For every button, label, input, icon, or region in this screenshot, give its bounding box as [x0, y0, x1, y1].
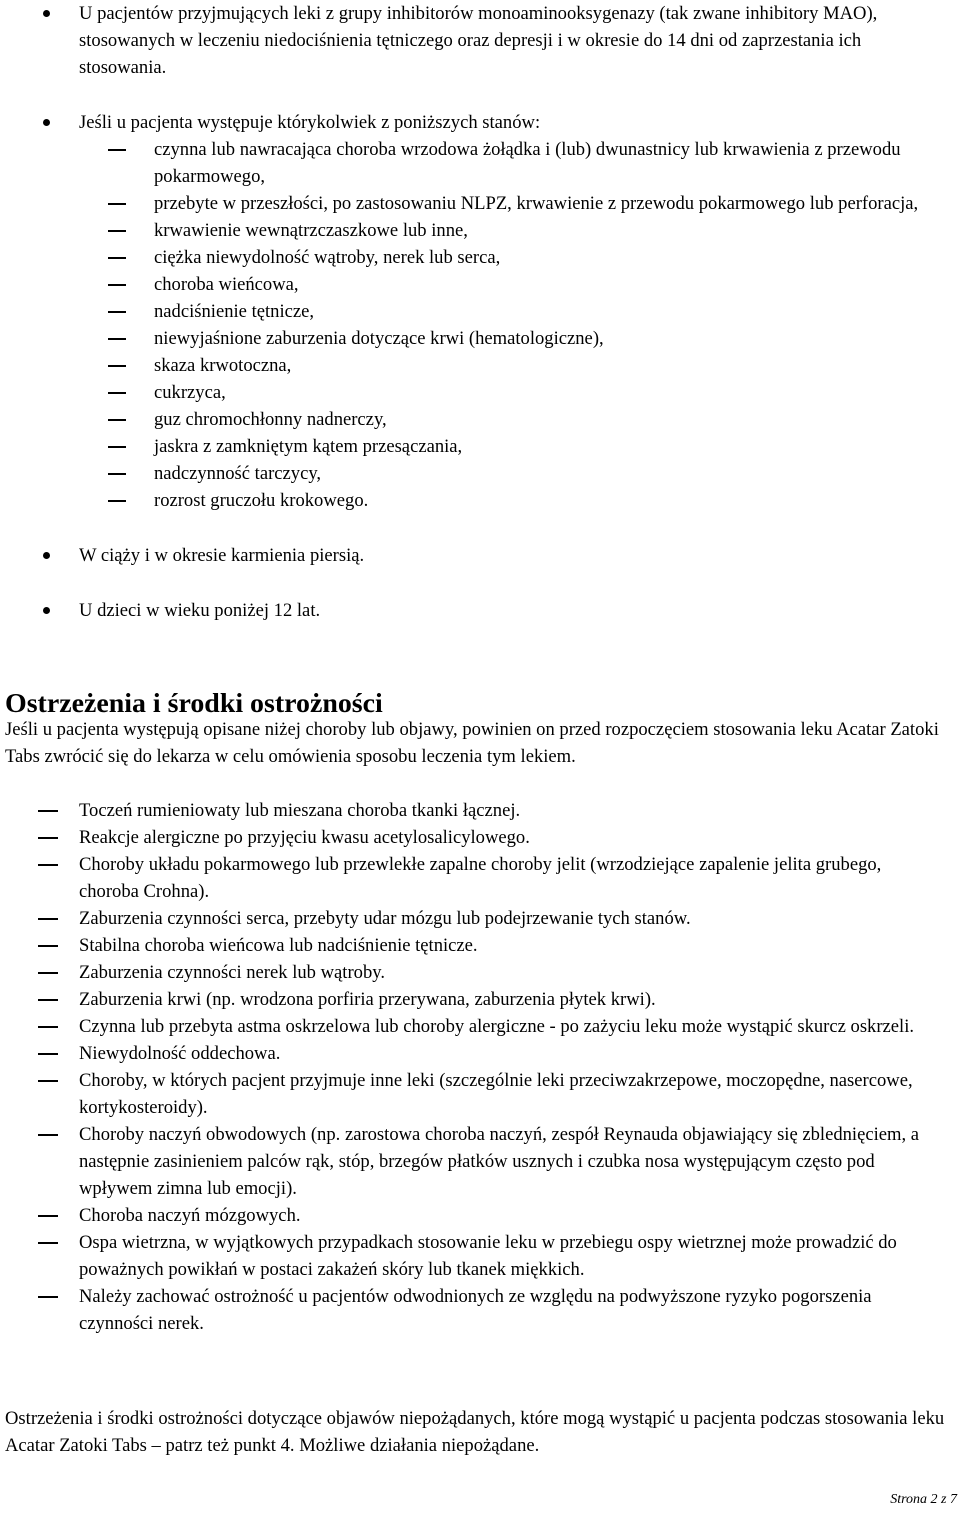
list-item — [0, 1121, 945, 1202]
list-item — [0, 905, 945, 932]
dash-icon — [38, 972, 58, 974]
dash-icon — [38, 1296, 58, 1298]
list-item-text: Stabilna choroba wieńcowa lub nadciśnienie tętnicze. — [79, 935, 478, 956]
sub-list-text: guz chromochłonny nadnerczy, — [154, 409, 387, 430]
list-item-text: Reakcje alergiczne po przyjęciu kwasu acetylosalicylowego. — [79, 827, 530, 848]
list-item — [0, 986, 945, 1013]
sub-list-text: rozrost gruczołu krokowego. — [154, 490, 369, 511]
sub-list-item — [79, 217, 950, 244]
dash-icon — [108, 257, 126, 259]
sub-list-item — [79, 433, 950, 460]
list-item-text: Toczeń rumieniowaty lub mieszana choroba tkanki łącznej. — [79, 800, 521, 821]
list-item — [0, 1013, 945, 1040]
conditions-sublist — [79, 136, 950, 514]
sub-list-item — [79, 325, 950, 352]
list-item — [0, 824, 945, 851]
list-item-text: Choroba naczyń mózgowych. — [79, 1205, 301, 1226]
list-item-text: Ospa wietrzna, w wyjątkowych przypadkach stosowanie leku w przebiegu ospy wietrznej może prowadzić do poważnych powikłań w postaci zakażeń skóry lub tkanek miękkich. — [79, 1232, 897, 1280]
list-item-text: Niewydolność oddechowa. — [79, 1043, 281, 1064]
dash-icon — [108, 419, 126, 421]
list-item-text: Zaburzenia czynności serca, przebyty udar mózgu lub podejrzewanie tych stanów. — [79, 908, 691, 929]
dash-icon — [108, 473, 126, 475]
dash-icon — [108, 500, 126, 502]
list-item-text: Czynna lub przebyta astma oskrzelowa lub choroby alergiczne - po zażyciu leku może wystąpić skurcz oskrzeli. — [79, 1016, 915, 1037]
dash-icon — [38, 1134, 58, 1136]
dash-icon — [108, 203, 126, 205]
bullet-icon — [43, 607, 50, 614]
sub-list-text: krwawienie wewnątrzczaszkowe lub inne, — [154, 220, 468, 241]
list-item — [0, 1040, 945, 1067]
dash-icon — [108, 311, 126, 313]
list-item — [0, 1067, 945, 1121]
bullet-text: W ciąży i w okresie karmienia piersią. — [79, 545, 365, 566]
closing-paragraph: Ostrzeżenia i środki ostrożności dotyczące objawów niepożądanych, które mogą wystąpić u pacjenta podczas stosowania leku Acatar Zatoki Tabs – patrz też punkt 4. Możliwe działania niepożądane. — [5, 1408, 945, 1456]
dash-icon — [38, 1215, 58, 1217]
sub-list-item — [79, 379, 950, 406]
list-item — [0, 1229, 945, 1283]
dash-icon — [38, 918, 58, 920]
bullet-text: U pacjentów przyjmujących leki z grupy inhibitorów monoaminooksygenazy (tak zwane inhibitory MAO), stosowanych w leczeniu niedociśnienia tętniczego oraz depresji i w okresie do 14 dni od zaprzestania ich stosowania. — [79, 3, 878, 78]
sub-list-text: jaskra z zamkniętym kątem przesączania, — [154, 436, 463, 457]
sub-list-item — [79, 352, 950, 379]
dash-icon — [38, 837, 58, 839]
sub-list-item — [79, 460, 950, 487]
dash-icon — [38, 1026, 58, 1028]
sub-list-item — [79, 406, 950, 433]
dash-icon — [108, 365, 126, 367]
dash-icon — [38, 945, 58, 947]
sub-list-text: skaza krwotoczna, — [154, 355, 292, 376]
dash-icon — [108, 392, 126, 394]
sub-list-text: czynna lub nawracająca choroba wrzodowa żołądka i (lub) dwunastnicy lub krwawienia z przewodu pokarmowego, — [154, 139, 901, 187]
dash-icon — [38, 864, 58, 866]
dash-icon — [38, 1242, 58, 1244]
dash-icon — [108, 149, 126, 151]
dash-icon — [38, 1053, 58, 1055]
list-item-text: Należy zachować ostrożność u pacjentów odwodnionych ze względu na podwyższone ryzyko pogorszenia czynności nerek. — [79, 1286, 872, 1334]
dash-icon — [38, 999, 58, 1001]
sub-list-item — [79, 298, 950, 325]
bullet-item-conditions — [0, 109, 950, 514]
list-item — [0, 959, 945, 986]
list-item — [0, 851, 945, 905]
spacer — [0, 514, 950, 542]
list-item-text: Zaburzenia czynności nerek lub wątroby. — [79, 962, 385, 983]
dash-icon — [108, 230, 126, 232]
bullet-item-pregnancy — [0, 542, 950, 569]
list-item-text: Choroby układu pokarmowego lub przewlekłe zapalne choroby jelit (wrzodziejące zapalenie jelita grubego, choroba Crohna). — [79, 854, 882, 902]
sub-list-text: przebyte w przeszłości, po zastosowaniu NLPZ, krwawienie z przewodu pokarmowego lub perforacja, — [154, 193, 919, 214]
list-item-text: Choroby naczyń obwodowych (np. zarostowa choroba naczyń, zespół Reynauda objawiający się zblednięciem, a następnie zasinieniem palców rąk, stóp, brzegów płatków usznych i czubka nosa występującym często pod wpływem zimna lub emocji). — [79, 1124, 920, 1199]
dash-icon — [108, 446, 126, 448]
sub-list-item — [79, 136, 950, 190]
dash-icon — [38, 810, 58, 812]
list-item-text: Zaburzenia krwi (np. wrodzona porfiria przerywana, zaburzenia płytek krwi). — [79, 989, 656, 1010]
page-number: Strona 2 z 7 — [890, 1492, 957, 1507]
sub-list-text: choroba wieńcowa, — [154, 274, 299, 295]
section-heading: Ostrzeżenia i środki ostrożności — [5, 688, 383, 719]
sub-list-text: nadczynność tarczycy, — [154, 463, 322, 484]
sub-list-text: ciężka niewydolność wątroby, nerek lub serca, — [154, 247, 501, 268]
bullet-item-mao — [0, 0, 950, 81]
list-item — [0, 1202, 945, 1229]
bullet-text: U dzieci w wieku poniżej 12 lat. — [79, 600, 321, 621]
bullet-item-children — [0, 597, 950, 624]
sub-list-text: cukrzyca, — [154, 382, 226, 403]
list-item-text: Choroby, w których pacjent przyjmuje inne leki (szczególnie leki przeciwzakrzepowe, moczopędne, nasercowe, kortykosteroidy). — [79, 1070, 913, 1118]
sub-list-item — [79, 271, 950, 298]
sub-list-item — [79, 190, 950, 217]
bullet-icon — [43, 10, 50, 17]
bullet-icon — [43, 119, 50, 126]
contraindications-list — [0, 0, 950, 624]
list-item — [0, 932, 945, 959]
warnings-intro-paragraph: Jeśli u pacjenta występują opisane niżej choroby lub objawy, powinien on przed rozpoczęciem stosowania leku Acatar Zatoki Tabs zwrócić się do lekarza w celu omówienia sposobu leczenia tym lekiem. — [5, 719, 939, 767]
spacer — [0, 569, 950, 597]
dash-icon — [38, 1080, 58, 1082]
list-item — [0, 797, 945, 824]
sub-list-text: niewyjaśnione zaburzenia dotyczące krwi (hematologiczne), — [154, 328, 604, 349]
warnings-list — [0, 797, 945, 1337]
spacer — [0, 81, 950, 109]
list-item — [0, 1283, 945, 1337]
sub-list-item — [79, 487, 950, 514]
bullet-text: Jeśli u pacjenta występuje którykolwiek z poniższych stanów: — [79, 112, 541, 133]
dash-icon — [108, 338, 126, 340]
bullet-icon — [43, 552, 50, 559]
sub-list-item — [79, 244, 950, 271]
dash-icon — [108, 284, 126, 286]
sub-list-text: nadciśnienie tętnicze, — [154, 301, 315, 322]
